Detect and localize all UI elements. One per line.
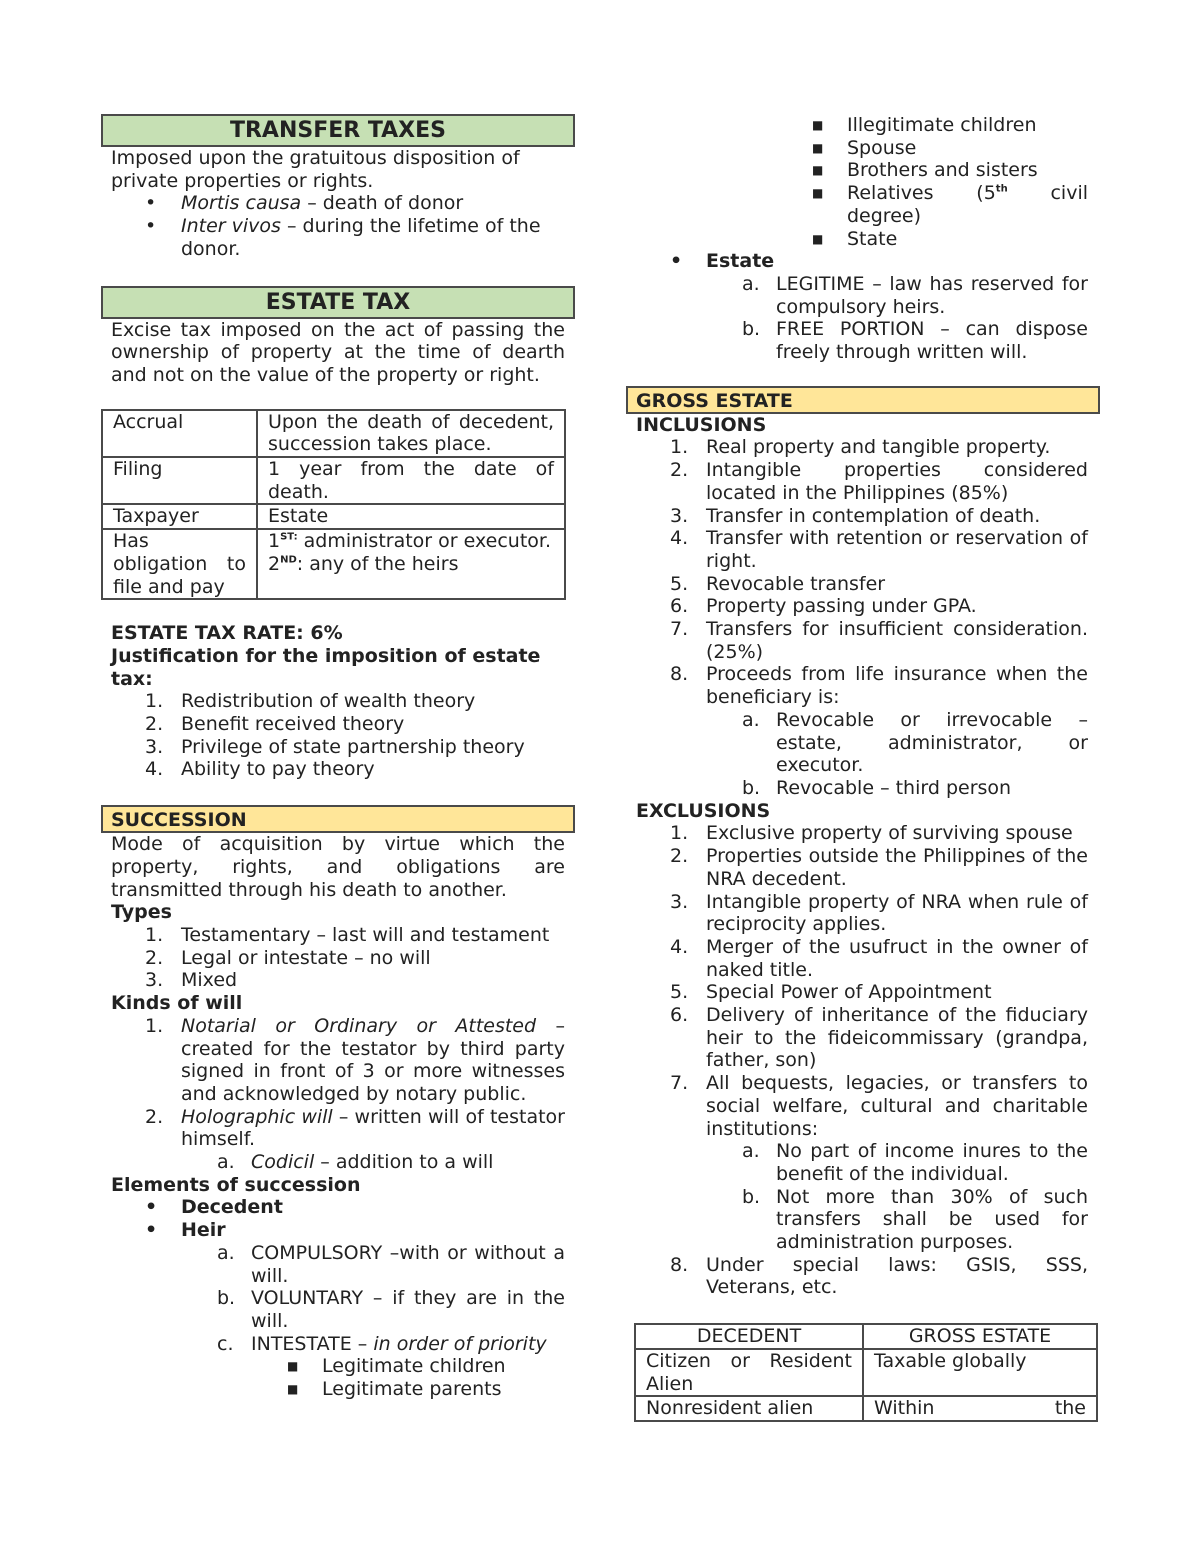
list-item: 8. Under special laws: GSIS, SSS, Veterans, etc. [670, 1253, 1088, 1299]
list-item: 6. Delivery of inheritance of the fiduciary heir to the fideicommissary (grandpa, father, son) [670, 1004, 1088, 1072]
first-obligation: $1^{ST:}$ administrator or executor. [268, 530, 552, 553]
list-item: b. Revocable – third person [742, 776, 1012, 799]
succession-heading: SUCCESSION [101, 805, 575, 833]
table-row: Has obligation to file and pay $1^{ST:}$ administrator or executor. 2ND: any of the heirs [102, 529, 565, 599]
list-item: 7. Transfers for insufficient consideration. (25%) [670, 618, 1088, 663]
inclusions-title: INCLUSIONS [636, 413, 767, 436]
list-item: 1. Testamentary – last will and testament [145, 923, 550, 946]
theories-list [101, 690, 575, 781]
list-item: ■ Brothers and sisters [812, 159, 1038, 182]
list-item: a. Codicil – addition to a will [217, 1151, 494, 1174]
priority-list-left [101, 1355, 575, 1400]
estate-parts-list [626, 273, 1100, 364]
list-item: • Heir [145, 1219, 226, 1242]
table-row: Accrual Upon the death of decedent, succession takes place. [102, 410, 565, 457]
list-item: b. Not more than 30% of such transfers shall be used for administration purposes. [742, 1185, 1088, 1254]
list-item: 1. Redistribution of wealth theory [145, 690, 476, 713]
list-item: • Decedent [145, 1196, 283, 1219]
list-item: 3. Privilege of state partnership theory [145, 735, 525, 758]
table-row: Filing 1 year from the date of death. [102, 457, 565, 504]
priority-list-right [626, 114, 1100, 250]
exclusions-list [626, 822, 1100, 1299]
inclusions-list [626, 436, 1100, 799]
justification-title: Justification for the imposition of estate tax: [111, 644, 541, 690]
list-item: ■ State [812, 227, 898, 250]
estate-tax-heading: ESTATE TAX [101, 286, 575, 319]
list-item: 4. Merger of the usufruct in the owner of naked title. [670, 935, 1088, 981]
list-item: 1. Notarial or Ordinary or Attested – created for the testator by third party signed in front of 3 or more witnesses and acknowledged by notary public. [145, 1014, 565, 1105]
list-item: • Estate [670, 250, 775, 273]
list-item: • Mortis causa – death of donor [145, 192, 464, 215]
list-item: a. Revocable or irrevocable – estate, administrator, or executor. [742, 708, 1088, 777]
estate-tax-rate: ESTATE TAX RATE: 6% [111, 622, 343, 645]
table-row: Taxpayer Estate [102, 504, 565, 529]
estate-tax-table [101, 409, 566, 601]
list-item: 4. Ability to pay theory [145, 758, 375, 781]
second-obligation: 2ND: any of the heirs [268, 552, 459, 575]
list-item: ■ Relatives (5th civil degree) [812, 182, 1088, 227]
list-item: 4. Transfer with retention or reservation of right. [670, 527, 1088, 572]
list-item: 2. Intangible properties considered located in the Philippines (85%) [670, 459, 1088, 504]
list-item: ■ Legitimate children [287, 1355, 506, 1378]
list-item: 6. Property passing under GPA. [670, 595, 977, 618]
list-item: • Inter vivos – during the lifetime of the donor. [145, 215, 541, 260]
elements-list [101, 1196, 575, 1241]
types-title: Types [111, 901, 172, 924]
list-item: 3. Transfer in contemplation of death. [670, 504, 1041, 527]
list-item: a. No part of income inures to the benefit of the individual. [742, 1140, 1088, 1185]
gross-estate-heading: GROSS ESTATE [626, 386, 1100, 414]
kinds-list [101, 1015, 575, 1174]
list-item: ■ Illegitimate children [812, 114, 1037, 136]
exclusions-title: EXCLUSIONS [636, 799, 771, 822]
list-item: b. VOLUNTARY – if they are in the will. [217, 1287, 565, 1332]
list-item: 5. Revocable transfer [670, 572, 886, 595]
list-item: 7. All bequests, legacies, or transfers to social welfare, cultural and charitable institutions: [670, 1072, 1088, 1140]
right-column [626, 114, 1100, 1422]
list-item: 8. Proceeds from life insurance when the beneficiary is: [670, 663, 1088, 709]
kinds-title: Kinds of will [111, 992, 243, 1015]
transfer-taxes-heading: TRANSFER TAXES [101, 114, 575, 147]
list-item: 2. Benefit received theory [145, 713, 405, 736]
list-item: 2. Holographic will – written will of testator himself. [145, 1105, 565, 1151]
list-item: 2. Legal or intestate – no will [145, 946, 431, 969]
list-item: a. LEGITIME – law has reserved for compulsory heirs. [742, 272, 1088, 318]
estate-intro: Excise tax imposed on the act of passing the ownership of property at the time of dearth and not on the value of the property or right. [111, 318, 565, 386]
list-item: 1. Exclusive property of surviving spouse [670, 822, 1073, 845]
list-item: ■ Legitimate parents [287, 1378, 502, 1401]
decedent-gross-estate-table [634, 1323, 1098, 1422]
table-row: Nonresident alien Within the [635, 1396, 1097, 1421]
heir-types-list [101, 1242, 575, 1356]
transfer-intro: Imposed upon the gratuitous disposition of private properties or rights. [111, 147, 520, 192]
left-column [101, 114, 575, 1401]
list-item: 1. Real property and tangible property. [670, 436, 1051, 459]
list-item: 5. Special Power of Appointment [670, 981, 992, 1004]
list-item: 2. Properties outside the Philippines of the NRA decedent. [670, 845, 1088, 890]
list-item: 3. Intangible property of NRA when rule of reciprocity applies. [670, 890, 1088, 936]
succession-intro: Mode of acquisition by virtue which the property, rights, and obligations are transmitted through his death to another. [111, 833, 565, 901]
list-item: ■ Spouse [812, 136, 917, 159]
list-item: c. INTESTATE – in order of priority [217, 1332, 547, 1355]
elements-title: Elements of succession [111, 1173, 361, 1196]
table-row: Citizen or Resident Alien Taxable globally [635, 1349, 1097, 1396]
list-item: b. FREE PORTION – can dispose freely through written will. [742, 318, 1088, 364]
estate-element-list [626, 250, 1100, 273]
table-row: DECEDENT GROSS ESTATE [635, 1324, 1097, 1349]
transfer-list [101, 192, 575, 260]
list-item: a. COMPULSORY –with or without a will. [217, 1241, 565, 1287]
types-list [101, 924, 575, 992]
list-item: 3. Mixed [145, 969, 238, 992]
